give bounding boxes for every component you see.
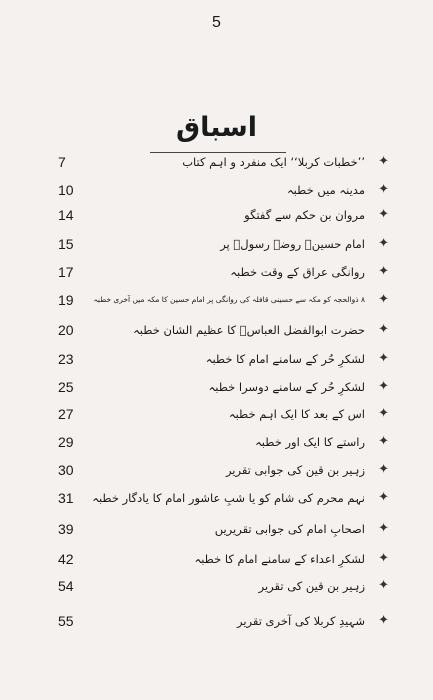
toc-entry-title: امام حسینؑ روضہ رسولؐ پر	[220, 237, 365, 251]
toc-entry	[0, 234, 433, 260]
toc-entry	[0, 205, 433, 231]
toc-entry-title: اس کے بعد کا ایک اہم خطبہ	[228, 407, 365, 421]
toc-page-number: 23	[58, 351, 74, 367]
star-bullet-icon: ✦	[378, 462, 389, 477]
toc-page-number: 39	[58, 521, 74, 537]
star-bullet-icon: ✦	[378, 551, 389, 566]
toc-entry	[0, 460, 433, 486]
toc-entry-title: لشکرِ حُر کے سامنے دوسرا خطبہ	[208, 380, 365, 394]
toc-entry-title: مروان بن حکم سے گفتگو	[244, 208, 365, 222]
toc-entry	[0, 404, 433, 430]
toc-entry-title: زہیر بن قین کی تقریر	[258, 579, 365, 593]
toc-page-number: 20	[58, 322, 74, 338]
toc-entry-title: لشکرِ اعداء کے سامنے امام کا خطبہ	[194, 552, 365, 566]
toc-page-number: 14	[58, 207, 74, 223]
toc-entry-title: لشکرِ حُر کے سامنے امام کا خطبہ	[205, 352, 365, 366]
toc-entry	[0, 349, 433, 375]
toc-entry-title: روانگی عراق کے وقت خطبہ	[230, 265, 365, 279]
star-bullet-icon: ✦	[378, 292, 389, 307]
star-bullet-icon: ✦	[378, 434, 389, 449]
toc-entry	[0, 549, 433, 575]
toc-entry	[0, 432, 433, 458]
page-title: اسباق	[175, 112, 258, 143]
toc-page-number: 17	[58, 264, 74, 280]
star-bullet-icon: ✦	[378, 182, 389, 197]
toc-page-number: 54	[58, 578, 74, 594]
toc-entry	[0, 488, 433, 514]
star-bullet-icon: ✦	[378, 207, 389, 222]
star-bullet-icon: ✦	[378, 322, 389, 337]
toc-entry	[0, 180, 433, 206]
toc-entry	[0, 611, 433, 637]
star-bullet-icon: ✦	[378, 236, 389, 251]
toc-entry-title: ۸ ذوالحجہ کو مکہ سے حسینی قافلہ کی روانگی پر امام حسین کا مکہ میں آخری خطبہ	[93, 295, 365, 304]
toc-entry-title: اصحابِ امام کی جوابی تقریریں	[214, 522, 365, 536]
toc-entry	[0, 576, 433, 602]
toc-page-number: 29	[58, 434, 74, 450]
toc-page-number: 25	[58, 379, 74, 395]
toc-entry-title: راستے کا ایک اور خطبہ	[255, 435, 365, 449]
star-bullet-icon: ✦	[378, 578, 389, 593]
page-number: 5	[212, 14, 221, 31]
toc-entry-title: شہیدِ کربلا کی آخری تقریر	[236, 614, 365, 628]
toc-entry	[0, 290, 433, 316]
toc-entry-title: ’’خطبات کربلا‘‘ ایک منفرد و اہم کتاب	[182, 155, 365, 169]
toc-page-number: 10	[58, 182, 74, 198]
toc-entry	[0, 519, 433, 545]
toc-page-number: 55	[58, 613, 74, 629]
toc-page-number: 31	[58, 490, 74, 506]
toc-page-number: 19	[58, 292, 74, 308]
toc-entry	[0, 320, 433, 346]
toc-entry-title: حضرت ابوالفضل العباسؑ کا عظیم الشان خطبہ	[133, 323, 365, 337]
star-bullet-icon: ✦	[378, 490, 389, 505]
star-bullet-icon: ✦	[378, 406, 389, 421]
star-bullet-icon: ✦	[378, 264, 389, 279]
toc-entry	[0, 377, 433, 403]
star-bullet-icon: ✦	[378, 154, 389, 169]
star-bullet-icon: ✦	[378, 351, 389, 366]
toc-entry	[0, 262, 433, 288]
star-bullet-icon: ✦	[378, 379, 389, 394]
toc-page-number: 15	[58, 236, 74, 252]
toc-page-number: 42	[58, 551, 74, 567]
toc-entry-title: نہم محرم کی شام کو یا شبِ عاشور امام کا یادگار خطبہ	[92, 491, 365, 505]
toc-entry	[0, 152, 433, 178]
star-bullet-icon: ✦	[378, 613, 389, 628]
toc-page-number: 30	[58, 462, 74, 478]
toc-page-number: 27	[58, 406, 74, 422]
toc-entry-title: مدینہ میں خطبہ	[286, 183, 365, 197]
toc-entry-title: زہیر بن قین کی جوابی تقریر	[225, 463, 365, 477]
star-bullet-icon: ✦	[378, 521, 389, 536]
toc-page-number: 7	[58, 154, 66, 170]
